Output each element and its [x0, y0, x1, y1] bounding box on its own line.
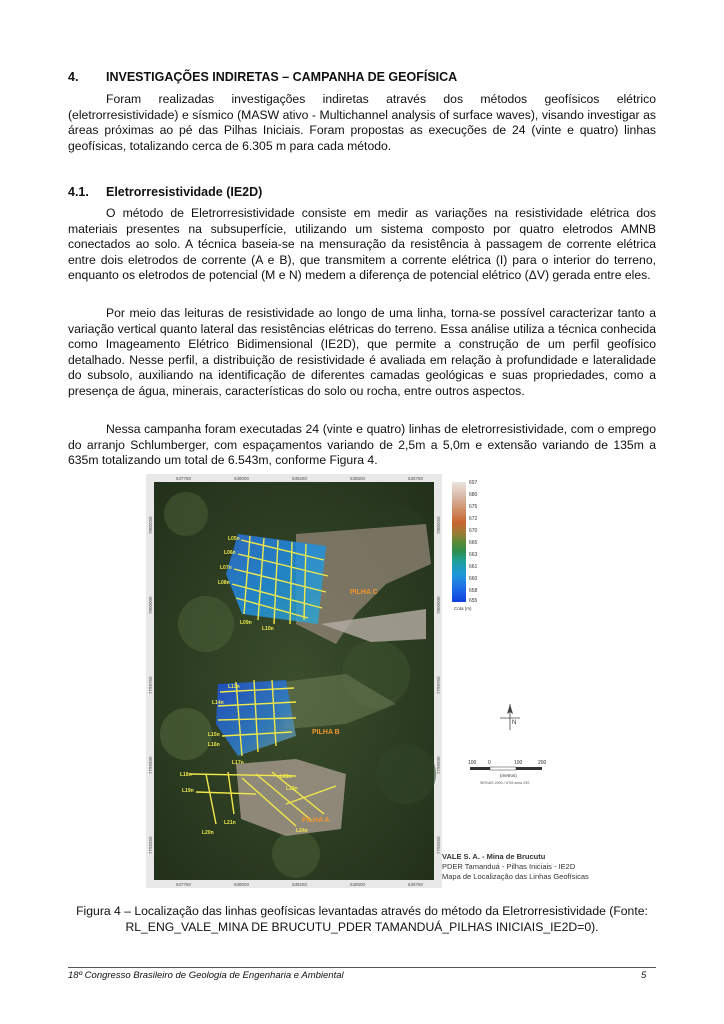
coord-bottom: 638750 — [408, 882, 424, 887]
coord-bottom: 638500 — [350, 882, 366, 887]
legend-tick: 665 — [469, 540, 478, 546]
line-label: L08n — [218, 580, 230, 586]
map-title-block — [442, 852, 602, 882]
line-label: L18n — [180, 772, 192, 778]
section-4-1-heading — [68, 185, 262, 199]
legend-tick: 672 — [469, 516, 478, 522]
coord-bottom: 638000 — [234, 882, 250, 887]
company-name: VALE S. A. - Mina de Brucutu — [442, 852, 546, 861]
coord-left: 7799750 — [148, 676, 153, 694]
legend-tick: 661 — [469, 564, 478, 570]
section-4-number: 4. — [68, 70, 79, 84]
line-label: L22n — [280, 774, 292, 780]
figure-caption: Figura 4 – Localização das linhas geofísicas levantadas através do método da Eletrorresistividade (Fonte: RL_ENG_VALE_MINA DE BRUCUTU_PDER TAMANDUÁ_PILHAS INICIAIS_IE2D=0). — [76, 904, 648, 934]
scale-unit: (metros) — [500, 773, 517, 778]
line-label: L15n — [208, 732, 220, 738]
legend-tick: 658 — [469, 588, 478, 594]
page-number: 5 — [641, 970, 647, 981]
scale-tick: 100 — [468, 760, 477, 766]
section-4-1-number: 4.1. — [68, 185, 89, 199]
line-label: L21n — [224, 820, 236, 826]
legend-tick: 660 — [469, 576, 478, 582]
coord-top: 638000 — [234, 476, 250, 481]
north-arrow-icon — [497, 702, 523, 732]
coord-right: 7799500 — [436, 756, 441, 774]
section-4-paragraph: Foram realizadas investigações indiretas através dos métodos geofísicos elétrico (eletrorresistividade) e sísmico (MASW ativo - Multichannel analysis of surface waves), visando investigar as áreas próximas ao pé das Pilhas Iniciais. Foram propostas as execuções de 24 (vinte e quatro) linhas geofísicas, totalizando cerca de 6.305 m para cada método. — [68, 92, 656, 153]
legend-tick: 655 — [469, 598, 478, 604]
map-title: Mapa de Localização das Linhas Geofísicas — [442, 872, 589, 881]
section-4-title: INVESTIGAÇÕES INDIRETAS – CAMPANHA DE GEOFÍSICA — [106, 70, 458, 84]
scale-tick: 200 — [538, 760, 547, 766]
coord-left: 7800000 — [148, 596, 153, 614]
pile-label-a: PILHA A — [302, 817, 330, 824]
line-label: L16n — [208, 742, 220, 748]
coord-top: 638750 — [408, 476, 424, 481]
line-label: L24n — [296, 828, 308, 834]
line-label: L06n — [224, 550, 236, 556]
section-4-1-paragraph-1: O método de Eletrorresistividade consiste em medir as variações na resistividade elétrica dos materiais presentes na subsuperfície, utilizando um sistema composto por quatro eletrodos AMNB conectados ao solo. A técnica baseia-se na mensuração da resistência à passagem de corrente elétrica entre dois eletrodos de corrente (A e B), que transmitem a corrente elétrica (I) para o interior do terreno, enquanto os eletrodos de potencial (M e N) medem a diferença de potencial elétrico (ΔV) gerada entre eles. — [68, 206, 656, 282]
legend-tick: 697 — [469, 480, 478, 486]
legend-tick: 675 — [469, 504, 478, 510]
coord-bottom: 637750 — [176, 882, 192, 887]
pile-label-b: PILHA B — [312, 729, 340, 736]
coord-top: 638500 — [350, 476, 366, 481]
line-label: L17n — [232, 760, 244, 766]
footer-divider — [68, 967, 656, 968]
coord-right: 7799250 — [436, 836, 441, 854]
line-label: L13n — [228, 684, 240, 690]
coord-bottom: 638250 — [292, 882, 308, 887]
legend-color-bar — [452, 482, 466, 602]
legend-tick: 663 — [469, 552, 478, 558]
coord-right: 7799750 — [436, 676, 441, 694]
coord-right: 7800000 — [436, 596, 441, 614]
scale-tick: 0 — [488, 760, 491, 766]
project-name: PDER Tamanduá - Pilhas Iniciais - IE2D — [442, 862, 576, 871]
section-4-1-title: Eletrorresistividade (IE2D) — [106, 185, 263, 199]
scale-tick: 100 — [514, 760, 523, 766]
section-4-1-paragraph-3: Nessa campanha foram executadas 24 (vinte e quatro) linhas de eletrorresistividade, com o emprego do arranjo Schlumberger, com espaçamentos variando de 2,5m a 5,0m e extensão variando de 135m a 635m totalizando um total de 6.543m, conforme Figura 4. — [68, 422, 656, 467]
section-4-heading — [68, 70, 457, 84]
line-label: L07n — [220, 565, 232, 571]
legend-tick: 680 — [469, 492, 478, 498]
footer-conference: 18º Congresso Brasileiro de Geologia de Engenharia e Ambiental — [68, 970, 344, 981]
section-4-1-paragraph-2: Por meio das leituras de resistividade ao longo de uma linha, torna-se possível caracterizar tanto a variação vertical quanto lateral das resistências elétricas do terreno. Essa análise utiliza a técnica conhecida como Imageamento Elétrico Bidimensional (IE2D), que permite a construção de um perfil geofísico detalhado. Nesse perfil, a distribuição de resistividade é avaliada em relação à profundidade e lateralidade do subsolo, auxiliando na identificação de diferentes camadas geológicas e suas propriedades, como a presença de água, minerais, características do solo ou rocha, entre outros aspectos. — [68, 306, 656, 398]
line-label: L19n — [182, 788, 194, 794]
line-label: L05n — [228, 536, 240, 542]
scale-note: SIRGAS 2000 / UTM zona 23S — [480, 781, 530, 785]
north-label: N — [512, 720, 517, 726]
line-label: L10n — [262, 626, 274, 632]
legend-caption: Cota (m) — [454, 606, 472, 611]
line-label: L23n — [286, 786, 298, 792]
coord-left: 7799250 — [148, 836, 153, 854]
coord-right: 7800250 — [436, 516, 441, 534]
coord-top: 637750 — [176, 476, 192, 481]
line-label: L20n — [202, 830, 214, 836]
scale-bar — [466, 758, 556, 792]
pile-label-c: PILHA C — [350, 589, 378, 596]
coord-top: 638250 — [292, 476, 308, 481]
line-label: L14n — [212, 700, 224, 706]
line-label: L09n — [240, 620, 252, 626]
coord-left: 7800250 — [148, 516, 153, 534]
legend-tick: 670 — [469, 528, 478, 534]
geophysics-location-map — [146, 474, 442, 888]
coord-left: 7799500 — [148, 756, 153, 774]
